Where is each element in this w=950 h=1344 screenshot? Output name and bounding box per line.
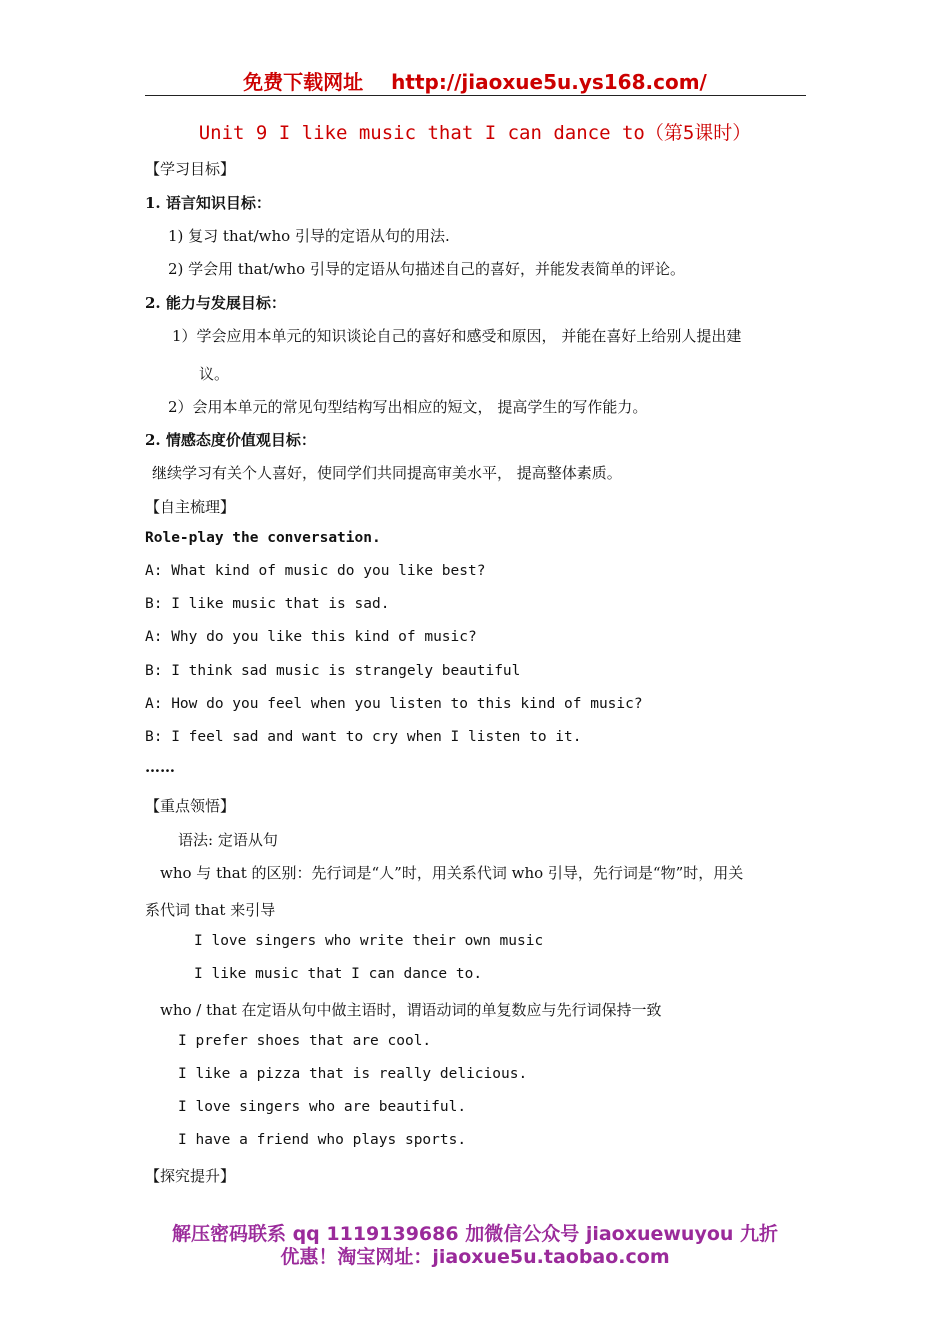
self-study-instruction: Role-play the conversation. (145, 530, 381, 546)
goal2-item1-line2: 议。 (199, 365, 230, 383)
example-sentence: I love singers who are beautiful. (178, 1099, 467, 1115)
dialogue-line: A: What kind of music do you like best? (145, 563, 486, 579)
header-banner (0, 66, 950, 95)
example-sentence: I have a friend who plays sports. (178, 1132, 467, 1148)
header-url-link[interactable]: http://jiaoxue5u.ys168.com/ (391, 70, 707, 94)
example-sentence: I like music that I can dance to. (194, 966, 483, 982)
page-title: Unit 9 I like music that I can dance to（第5课时） (198, 122, 752, 144)
header-label: 免费下载网址 (243, 70, 364, 94)
difference-line1: who 与 that 的区别：先行词是“人”时，用关系代词 who 引导，先行词是“物”时，用关 (160, 864, 744, 882)
footer-line2: 优惠！淘宝网址：jiaoxue5u.taobao.com (280, 1246, 670, 1268)
goal3-heading: 2. 情感态度价值观目标： (145, 431, 316, 449)
goal1-item: 1) 复习 that/who 引导的定语从句的用法. (168, 227, 450, 245)
footer-line1: 解压密码联系 qq 1119139686 加微信公众号 jiaoxuewuyou 九折 (171, 1223, 779, 1245)
goal2-item2: 2）会用本单元的常见句型结构写出相应的短文， 提高学生的写作能力。 (168, 398, 648, 416)
goal2-item1-line1: 1）学会应用本单元的知识谈论自己的喜好和感受和原因， 并能在喜好上给别人提出建 (172, 327, 742, 345)
goal1-item: 2) 学会用 that/who 引导的定语从句描述自己的喜好，并能发表简单的评论。 (168, 260, 685, 278)
grammar-topic: 语法: 定语从句 (178, 831, 278, 849)
dialogue-ellipsis: …… (145, 758, 175, 776)
goal3-text: 继续学习有关个人喜好，使同学们共同提高审美水平， 提高整体素质。 (152, 464, 622, 482)
self-study-heading: 【自主梳理】 (145, 498, 236, 516)
dialogue-line: B: I think sad music is strangely beautiful (145, 663, 521, 679)
dialogue-line: A: Why do you like this kind of music? (145, 629, 477, 645)
goal2-heading: 2. 能力与发展目标： (145, 294, 286, 312)
header-divider (145, 95, 806, 96)
example-sentence: I like a pizza that is really delicious. (178, 1066, 528, 1082)
example-sentence: I prefer shoes that are cool. (178, 1033, 432, 1049)
dialogue-line: B: I like music that is sad. (145, 596, 390, 612)
explore-heading: 【探究提升】 (145, 1167, 236, 1185)
dialogue-line: B: I feel sad and want to cry when I listen to it. (145, 729, 582, 745)
goal1-heading: 1. 语言知识目标： (145, 194, 271, 212)
agreement-rule: who / that 在定语从句中做主语时，谓语动词的单复数应与先行词保持一致 (160, 1001, 662, 1019)
difference-line2: 系代词 that 来引导 (145, 901, 276, 919)
example-sentence: I love singers who write their own music (194, 933, 544, 949)
dialogue-line: A: How do you feel when you listen to this kind of music? (145, 696, 643, 712)
key-points-heading: 【重点领悟】 (145, 797, 236, 815)
objectives-heading: 【学习目标】 (145, 160, 236, 178)
